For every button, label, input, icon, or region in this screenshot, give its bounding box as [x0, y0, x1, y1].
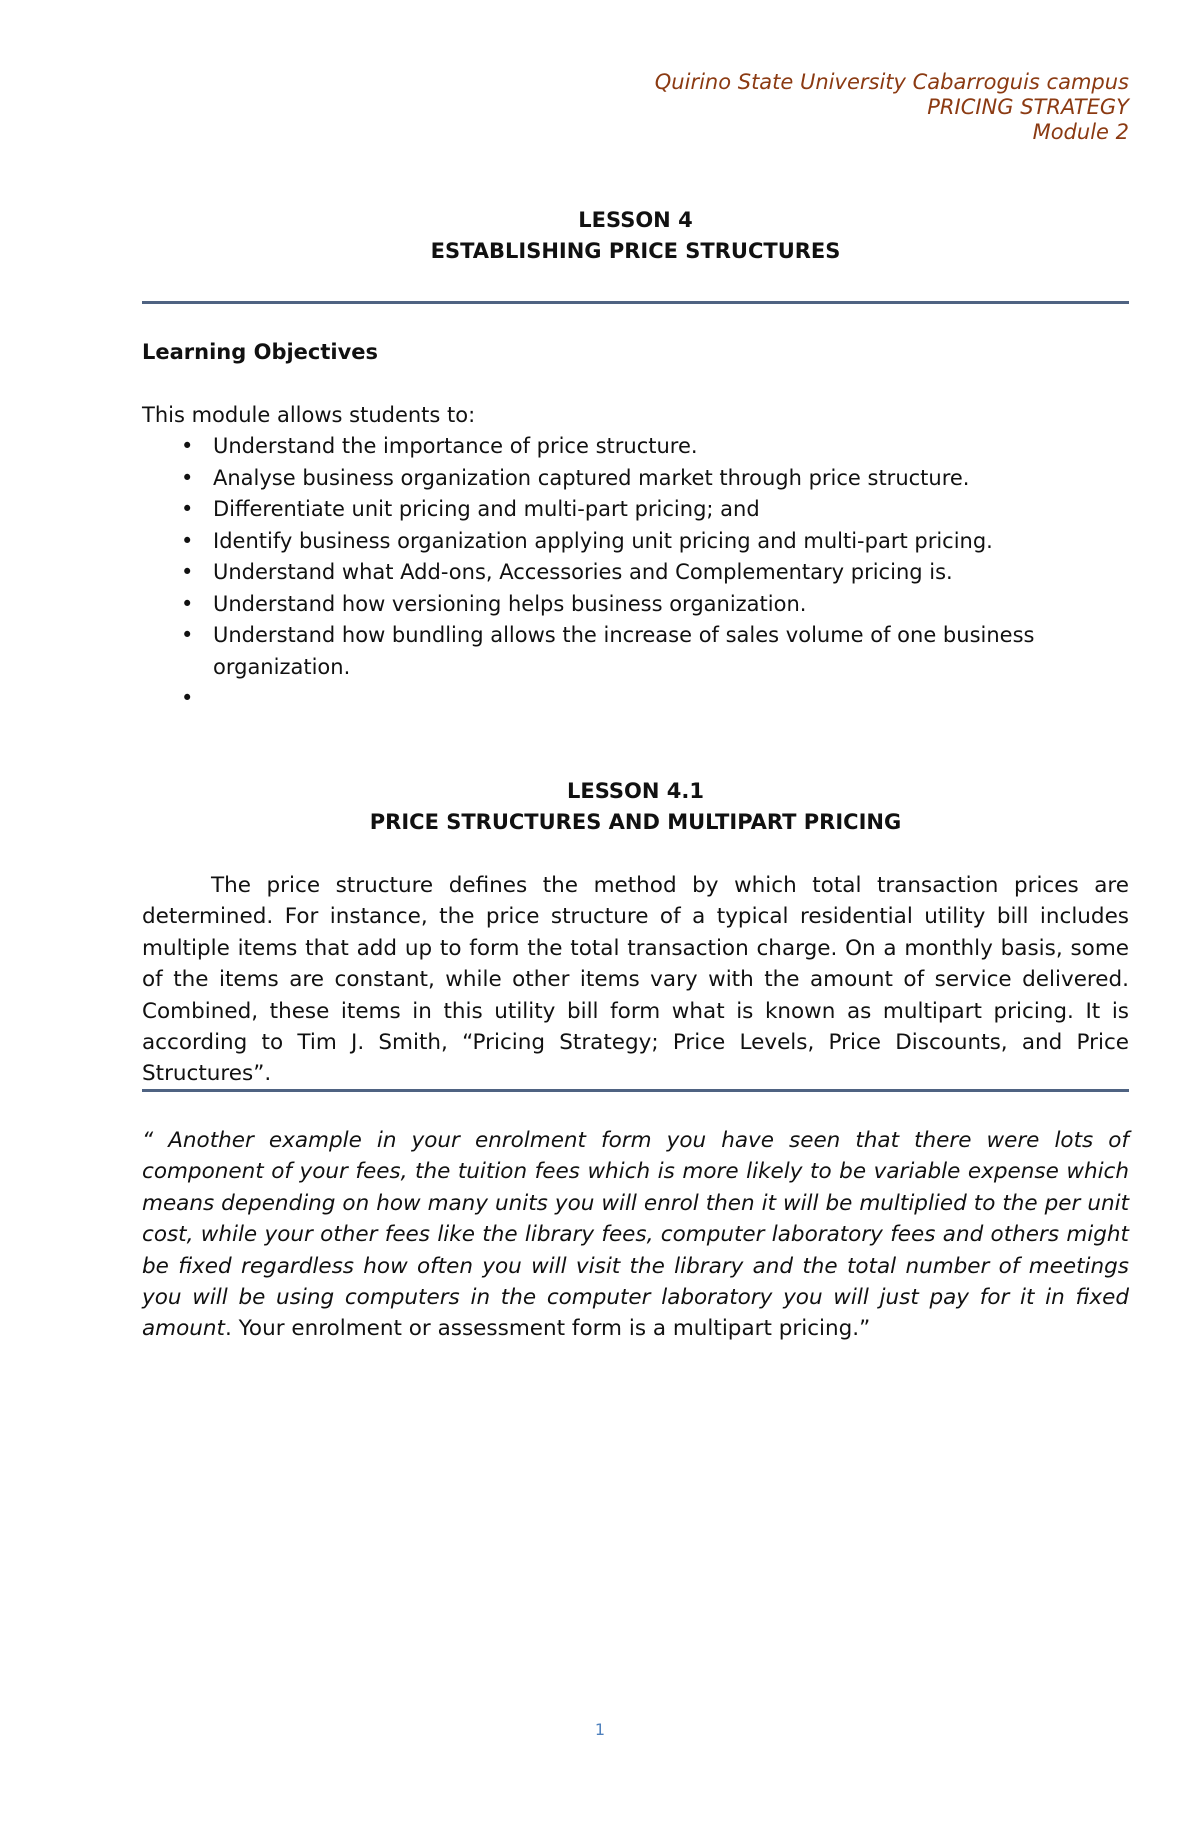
quote-normal-text: . Your enrolment or assessment form is a multipart pricing.” — [224, 1316, 871, 1342]
objective-text: Differentiate unit pricing and multi-part pricing; and — [213, 497, 760, 521]
list-item — [142, 463, 1129, 495]
bullet-icon: • — [181, 434, 194, 458]
objective-text: Understand how bundling allows the increase of sales volume of one business organization. — [213, 623, 1035, 679]
list-item — [142, 526, 1129, 558]
body-paragraph — [142, 870, 1129, 1090]
list-item — [142, 589, 1129, 621]
objective-text: Identify business organization applying unit pricing and multi-part pricing. — [213, 528, 993, 553]
list-item — [142, 494, 1129, 526]
title-divider — [142, 301, 1129, 304]
header-module: Module 2 — [1032, 120, 1129, 144]
page-number: 1 — [594, 1720, 606, 1739]
bullet-icon: • — [181, 528, 194, 553]
page-header — [655, 70, 1129, 145]
list-item — [142, 620, 1129, 683]
objectives-intro: This module allows students to: — [142, 403, 476, 427]
objectives-list — [142, 431, 1129, 715]
objectives-heading: Learning Objectives — [142, 340, 379, 364]
bullet-icon: • — [181, 560, 194, 584]
list-item — [142, 431, 1129, 463]
objective-text: Understand what Add-ons, Accessories and Complementary pricing is. — [213, 560, 953, 584]
header-course: PRICING STRATEGY — [927, 95, 1129, 119]
objective-text: Understand the importance of price structure. — [213, 434, 698, 458]
quote-italic-text: “ Another example in your enrolment form you have seen that there were lots of component of your fees, the tuition fees which is more likely to be variable expense which means depending on how many units you will enrol then it will be multiplied to the per unit cost, while your other fees like the library fees, computer laboratory fees and others might be fixed regardless how often you will visit the library and the total number of meetings you will be using computers in the computer laboratory you will just pay for it in fixed amount — [142, 1128, 1129, 1342]
paragraph-text: The price structure defines the method by which total transaction prices are determined. For instance, the price structure of a typical residential utility bill includes multiple items that add up to form the total transaction charge. On a monthly basis, some of the items are constant, while other items vary with the amount of service delivered. Combined, these items in this utility bill form what is known as multipart pricing. It is according to Tim J. Smith, “Pricing Strategy; Price Levels, Price Discounts, and Price Structures”. — [142, 873, 1129, 1087]
quote-divider — [142, 1089, 1129, 1092]
quote-block — [142, 1125, 1129, 1345]
lesson-title: ESTABLISHING PRICE STRUCTURES — [430, 239, 841, 263]
header-university: Quirino State University Cabarroguis campus — [654, 70, 1129, 94]
bullet-icon: • — [181, 591, 194, 616]
lesson-number: LESSON 4 — [578, 208, 693, 232]
list-item — [142, 683, 1129, 715]
bullet-icon: • — [181, 686, 194, 710]
sublesson-title: PRICE STRUCTURES AND MULTIPART PRICING — [369, 810, 902, 834]
bullet-icon: • — [181, 465, 194, 490]
bullet-icon: • — [181, 623, 194, 647]
bullet-icon: • — [181, 497, 194, 521]
sublesson-number: LESSON 4.1 — [567, 779, 704, 803]
objective-text: Analyse business organization captured market through price structure. — [213, 465, 970, 490]
list-item — [142, 557, 1129, 589]
objective-text: Understand how versioning helps business organization. — [213, 591, 807, 616]
